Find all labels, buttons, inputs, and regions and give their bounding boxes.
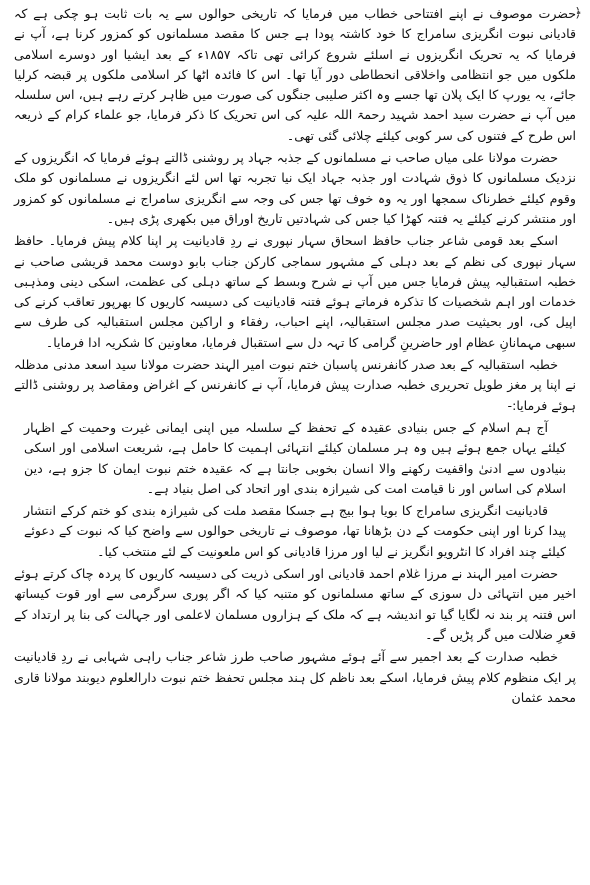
paragraph-quote-qadianism: قادیانیت انگریزی سامراج کا بویا ہوا بیج ہے جسکا مقصد ملت کی شیرازہ بندی کو ختم کرکے انتشار پیدا کرنا اور اپنی حکومت کے دن بڑھانا تھا، موصوف نے تاریخی حوالوں سے واضح کیا کہ نبوت کے دعوئے کیلئے چند افراد کا انٹرویو انگریز نے لیا اور مرزا قادیانی کو اس ملعونیت کے لئے منتخب کیا۔ [24,503,566,559]
paragraph-ali-miyan: حضرت مولانا علی میاں صاحب نے مسلمانوں کے جذبہ جہاد پر روشنی ڈالتے ہوئے فرمایا کہ انگریزوں کے نزدیک مسلمانوں کا ذوق شہادت اور جذبہ جہاد ایک نیا تجربہ تھا اس لئے انگریزوں نے مسلمانوں کو ملک وقوم کیلئے خطرناک سمجھا اور یہ وہ خوف تھا جس کی وجہ سے انگریزی سامراج نے مسلمانوں کو کمزور اور منتشر کرنے کیلئے یہ فتنہ کھڑا کیا جس کی شہادتیں تاریخ اوراق میں بکھری پڑی ہیں۔ [14,150,576,226]
paragraph-amir-ul-hind: حضرت امیر الہند نے مرزا غلام احمد قادیانی اور اسکی ذریت کی دسیسہ کاریوں کا پردہ چاک کرتے ہوئے اخیر میں انتہائی دل سوزی کے ساتھ مسلمانوں کو متنبہ کیا کہ اگر پوری سرگرمی سے اور قوت کیساتھ اس فتنہ پر بند نہ لگایا گیا تو اندیشہ ہے کہ ملک کے ہزاروں مسلمان لاعلمی اور جہالت کی بنا پر ارتداد کے قعرِ ضلالت میں گر پڑیں گے۔ [14,566,576,642]
ornament-mark: ﴿ [574,6,582,21]
paragraph-poem-closing: خطبہ صدارت کے بعد اجمیر سے آئے ہوئے مشہور صاحب طرز شاعر جناب راہی شہابی نے ردِ قادیانیت پر ایک منظوم کلام پیش فرمایا، اسکے بعد ناظم کل ہند مجلس تحفظ ختم نبوت دارالعلوم دیوبند مولانا قاری محمد عثمان [14,649,576,705]
paragraph-quote-belief: آج ہم اسلام کے جس بنیادی عقیدہ کے تحفظ کے سلسلہ میں اپنی ایمانی غیرت وحمیت کے اظہار کیلئے یہاں جمع ہوئے ہیں وہ ہر مسلمان کیلئے انتہائی اہمیت کا حامل ہے، شریعت اسلامی اور اسکی بنیادوں سے ادنیٰ واقفیت رکھنے والا انسان بخوبی جانتا ہے کہ عقیدہ ختم نبوت ایمان کا جزو ہے، دین اسلام کی اساس اور نا قیامت امت کی شیرازہ بندی اور اتحاد کی اصل بنیاد ہے۔ [24,419,567,496]
paragraph-welcome-address: اسکے بعد قومی شاعر جناب حافظ اسحاق سہار نپوری نے ردِ قادیانیت پر اپنا کلام پیش فرمایا۔ حافظ سہار نپوری کی نظم کے بعد دہلی کے مشہور سماجی کارکن جناب بابو دوست محمد قریشی صاحب نے خطبہ استقبالیہ پیش فرمایا جس میں آپ نے شرح وبسط کے ساتھ دہلی کی عظمت، اسکی دینی ومذہبی خدمات اور اہم شخصیات کا تذکرہ فرماتے ہوئے فتنہ قادیانیت کی دسیسہ کاریوں کا بھرپور تعاقب کرنے کی اپیل کی، اور بحیثیت صدر مجلس استقبالیہ، اپنے احباب، رفقاء و اراکین مجلس استقبالیہ کی طرف سے سبھی مہمانانِ عظام اور حاضرینِ گرامی کا تہہ دل سے استقبال فرمایا، معاونین کا شکریہ ادا فرمایا۔ [14,233,576,350]
paragraph-opening-address: حضرت موصوف نے اپنے افتتاحی خطاب میں فرمایا کہ تاریخی حوالوں سے یہ بات ثابت ہو چکی ہے کہ قادیانی نبوت انگریزی سامراج کا خود کاشتہ پودا ہے جس کا مقصد مسلمانوں کو کمزور کرنا ہے، آپ نے فرمایا کہ یہ تحریک انگریزوں نے اسلئے شروع کرائی تھی تاکہ ۱۸۵۷ء کے بعد ایشیا اور دوسرے اسلامی ملکوں میں جو انتظامی واخلاقی انحطاطی دور آیا تھا۔ اس کا فائدہ اٹھا کر اسلامی ملکوں پر قبضہ کرلیا جائے، یہ یورپ کا ایک پلان تھا جسے وہ اکثر صلیبی جنگوں کی صورت میں ظاہر کرتے رہے ہیں، اس سلسلہ میں آپ نے حضرت سید احمد شہید رحمۃ اللہ علیہ کی اس تحریک کا ذکر فرمایا، جو علماء کرام کے ذریعہ اس طرح کے فتنوں کی سر کوبی کیلئے چلائی گئی تھی۔ [14,6,576,143]
paragraph-presidential-address: خطبہ استقبالیہ کے بعد صدر کانفرنس پاسبان ختم نبوت امیر الہند حضرت مولانا سید اسعد مدنی مدظلہ نے اپنا پر مغز طویل تحریری خطبہ صدارت پیش فرمایا، آپ نے کانفرنس کے اغراض ومقاصد پر روشنی ڈالتے ہوئے فرمایا:- [14,357,576,413]
